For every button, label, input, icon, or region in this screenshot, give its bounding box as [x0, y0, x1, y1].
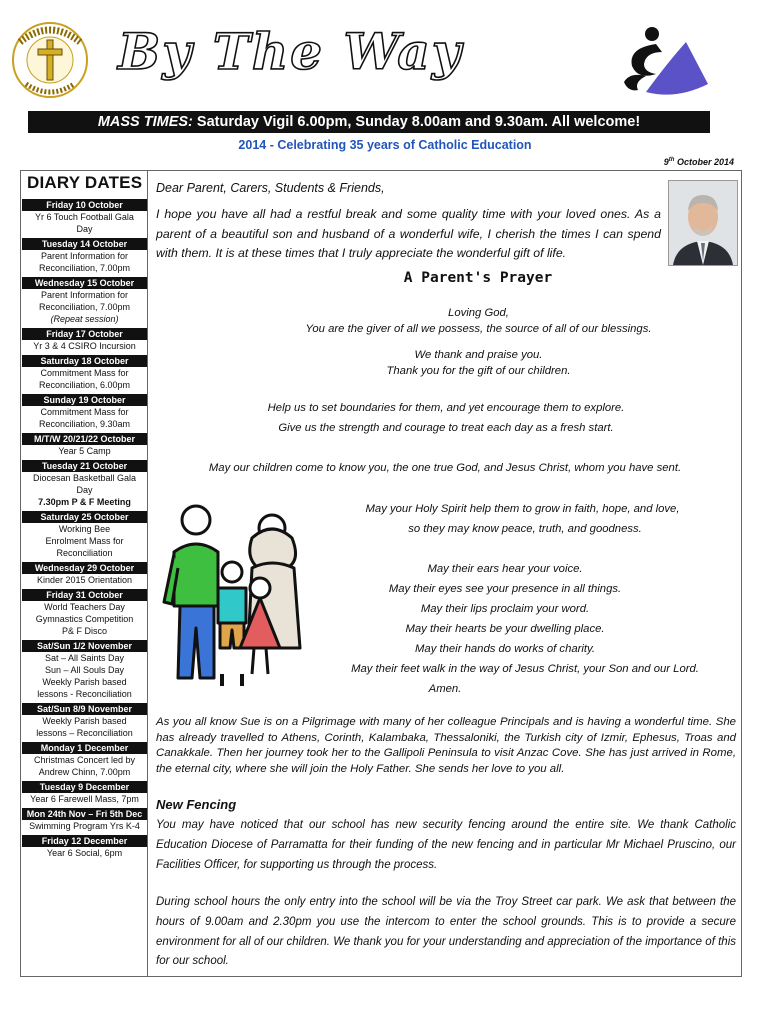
diary-entry-date: Saturday 18 October [22, 355, 147, 367]
diary-entry-line: lessons - Reconciliation [37, 689, 132, 699]
diary-list [22, 199, 147, 859]
diary-entry-line: World Teachers Day [44, 602, 125, 612]
diary-entry-date: Wednesday 15 October [22, 277, 147, 289]
newsletter-title: By The Way [118, 22, 463, 81]
diary-title: DIARY DATES [27, 173, 143, 192]
diary-entry-line: Reconciliation, 7.00pm [38, 302, 131, 312]
fencing-heading: New Fencing [156, 797, 237, 812]
family-clipart [160, 498, 305, 693]
prayer-line: Loving God, [448, 307, 509, 319]
date-month-year: October 2014 [674, 157, 734, 167]
diary-entry-line: lessons – Reconciliation [36, 728, 133, 738]
diary-entry-date: Sat/Sun 1/2 November [22, 640, 147, 652]
diary-entry-line: Reconciliation, 9.30am [38, 419, 131, 429]
diary-entry-line: Weekly Parish based [42, 677, 127, 687]
diary-entry-line: Commitment Mass for [40, 368, 129, 378]
prayer-line: May your Holy Spirit help them to grow in faith, hope, and love, [365, 503, 680, 515]
diary-entry-date: Friday 31 October [22, 589, 147, 601]
diary-entry-line: Weekly Parish based [42, 716, 127, 726]
family-swirl-logo [616, 22, 716, 102]
prayer-line: May their eyes see your presence in all things. [388, 583, 622, 595]
diary-entry-line: Reconciliation, 6.00pm [38, 380, 131, 390]
prayer-line: Give us the strength and courage to treat each day as a fresh start. [278, 422, 614, 434]
letter-greeting: Dear Parent, Carers, Students & Friends, [156, 181, 385, 195]
diary-entry-line: Year 6 Farewell Mass, 7pm [30, 794, 139, 804]
diary-entry-line: Gymnastics Competition [35, 614, 134, 624]
prayer-line: May their hands do works of charity. [415, 643, 595, 655]
diary-entry-date: Tuesday 21 October [22, 460, 147, 472]
mass-times-banner [28, 111, 710, 133]
diary-entry-line: (Repeat session) [50, 314, 119, 324]
diary-entry-line: Year 6 Social, 6pm [46, 848, 123, 858]
fencing-paragraph-1: You may have noticed that our school has new security fencing around the entire site. We thank Catholic Education Diocese of Parramatta for their funding of the new fencing and in particular Mr Michael Pruscino, our Facilities Officer, for supporting us through the process. [156, 819, 736, 871]
frame-bottom-rule [20, 976, 742, 977]
diary-entry-line: P& F Disco [61, 626, 107, 636]
prayer-line: May their lips proclaim your word. [420, 603, 590, 615]
issue-date [600, 157, 734, 167]
diary-entry-line: Parent Information for [40, 251, 129, 261]
diary-entry-line: 7.30pm P & F Meeting [38, 497, 131, 507]
diary-entry-date: Tuesday 9 December [22, 781, 147, 793]
column-divider [147, 170, 148, 977]
prayer-title: A Parent's Prayer [403, 270, 553, 286]
diary-entry-line: Swimming Program Yrs K-4 [29, 821, 140, 831]
diary-entry-line: Working Bee [58, 524, 111, 534]
diary-entry-line: Year 5 Camp [58, 446, 111, 456]
diary-entry-date: Sunday 19 October [22, 394, 147, 406]
intro-paragraph: I hope you have all had a restful break and some quality time with your loved ones. As a parent of a beautiful son and husband of a wonderful wife, I cherish the times I can spend with them. It is at these times that I truly appreciate the wonderful gift of life. [156, 207, 661, 260]
diary-entry-line: Parent Information for [40, 290, 129, 300]
prayer-line: May their feet walk in the way of Jesus Christ, your Son and our Lord. [351, 663, 699, 675]
school-crest-logo [10, 20, 90, 100]
frame-left-rule [20, 170, 21, 977]
mass-times-text: Saturday Vigil 6.00pm, Sunday 8.00am and 9.30am. All welcome! [192, 114, 641, 130]
diary-entry-date: Monday 1 December [22, 742, 147, 754]
diary-entry-line: Yr 6 Touch Football Gala [35, 212, 134, 222]
parents-prayer [0, 0, 770, 1]
diary-entry-line: Reconciliation, 7.00pm [38, 263, 131, 273]
fencing-paragraph-2: During school hours the only entry into the school will be via the Troy Street car park. We ask that between the hours of 9.00am and 2.30pm you use the intercom to enter the school grounds. This is to provide a secure environment for all of our children. We thank you for your understanding and appreciation of the importance of this for our school. [156, 896, 736, 968]
prayer-line: Amen. [428, 683, 462, 695]
diary-entry-date: Friday 17 October [22, 328, 147, 340]
prayer-line: Thank you for the gift of our children. [386, 365, 571, 377]
diary-entry-line: Yr 3 & 4 CSIRO Incursion [33, 341, 136, 351]
frame-top-rule [20, 170, 742, 171]
pilgrimage-paragraph: As you all know Sue is on a Pilgrimage with many of her colleague Principals and is having a wonderful time. She has already travelled to Athens, Corinth, Kalambaka, Thessaloniki, the Turkish city of Izmir, Ephesus, Troas and Canakkale. Then her journey took her to the Gallipoli Peninsula to visit Anzac Cove. She has just arrived in Rome, the eternal city, where she will join the Holy Father. She sends her love to you all. [156, 716, 736, 776]
diary-entry-line: Christmas Concert led by [33, 755, 136, 765]
diary-entry-line: Day [76, 224, 93, 234]
diary-entry-date: Saturday 25 October [22, 511, 147, 523]
prayer-line: May their hearts be your dwelling place. [405, 623, 605, 635]
diary-entry-date: Friday 10 October [22, 199, 147, 211]
prayer-line: May our children come to know you, the one true God, and Jesus Christ, whom you have sent. [208, 462, 682, 474]
diary-entry-line: Day [76, 485, 93, 495]
diary-entry-date: Wednesday 29 October [22, 562, 147, 574]
frame-right-rule [741, 170, 742, 977]
prayer-line: You are the giver of all we possess, the source of all of our blessings. [305, 323, 652, 335]
diary-entry-line: Sat – All Saints Day [44, 653, 125, 663]
diary-entry-date: Mon 24th Nov – Fri 5th Dec [22, 808, 147, 820]
prayer-line: We thank and praise you. [414, 349, 543, 361]
diary-entry-line: Diocesan Basketball Gala [32, 473, 137, 483]
diary-entry-line: Andrew Chinn, 7.00pm [38, 767, 131, 777]
diary-dates-sidebar [22, 173, 147, 859]
anniversary-tagline: 2014 - Celebrating 35 years of Catholic Education [238, 138, 532, 152]
diary-entry-line: Enrolment Mass for [45, 536, 124, 546]
diary-entry-date: M/T/W 20/21/22 October [22, 433, 147, 445]
diary-entry-date: Tuesday 14 October [22, 238, 147, 250]
prayer-line: Help us to set boundaries for them, and yet encourage them to explore. [267, 402, 625, 414]
date-day: 9 [663, 157, 669, 167]
date-suffix: th [668, 157, 675, 163]
diary-entry-date: Sat/Sun 8/9 November [22, 703, 147, 715]
diary-entry-line: Reconciliation [56, 548, 113, 558]
diary-entry-line: Commitment Mass for [40, 407, 129, 417]
mass-times-label: MASS TIMES: [97, 114, 193, 130]
diary-entry-line: Kinder 2015 Orientation [36, 575, 133, 585]
principal-photo [668, 180, 738, 266]
prayer-line: May their ears hear your voice. [427, 563, 583, 575]
diary-entry-date: Friday 12 December [22, 835, 147, 847]
prayer-line: so they may know peace, truth, and goodness. [408, 523, 642, 535]
diary-entry-line: Sun – All Souls Day [44, 665, 125, 675]
